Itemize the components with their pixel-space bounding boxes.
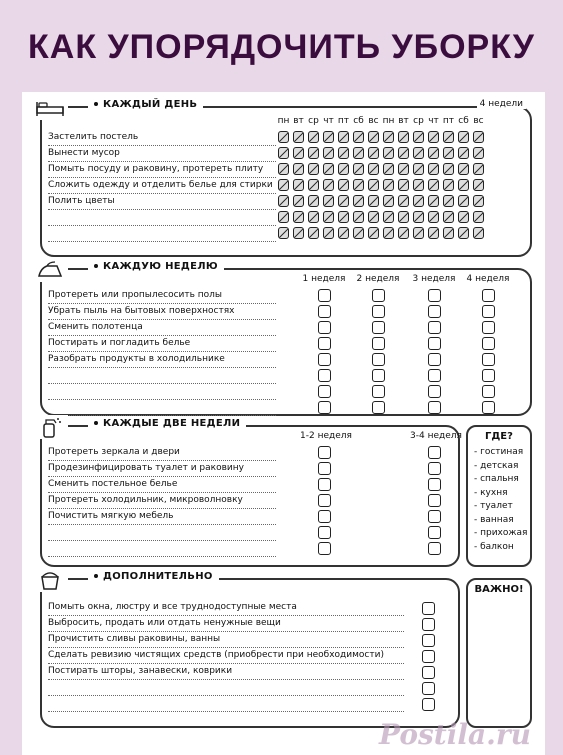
task-item: Помыть окна, люстру и все труднодоступные места (48, 600, 404, 616)
task-item: Убрать пыль на бытовых поверхностях (48, 304, 276, 320)
day-label: вт (293, 116, 304, 126)
daily-checkbox[interactable] (338, 195, 349, 207)
task-item: Вынести мусор (48, 146, 276, 162)
day-label: сб (353, 116, 364, 126)
task-item: Выбросить, продать или отдать ненужные вещи (48, 616, 404, 632)
daily-checkbox[interactable] (428, 131, 439, 143)
daily-checkbox[interactable] (338, 147, 349, 159)
weekly-checkbox[interactable] (372, 289, 385, 302)
daily-checkbox[interactable] (428, 163, 439, 175)
task-item: Полить цветы (48, 194, 276, 210)
where-item: - туалет (474, 501, 513, 511)
task-item (48, 400, 276, 416)
daily-checkbox[interactable] (338, 163, 349, 175)
biweekly-checkbox[interactable] (428, 526, 441, 539)
weeks-note: 4 недели (477, 99, 526, 109)
daily-checkbox[interactable] (458, 131, 469, 143)
daily-checkbox[interactable] (293, 131, 304, 143)
daily-checkbox[interactable] (368, 163, 379, 175)
where-item: - прихожая (474, 528, 528, 538)
weekly-checkbox[interactable] (318, 401, 331, 414)
daily-checkbox[interactable] (353, 179, 364, 191)
daily-checkbox[interactable] (293, 163, 304, 175)
daily-checkbox[interactable] (428, 179, 439, 191)
daily-checkbox[interactable] (323, 147, 334, 159)
weekly-task-list (48, 288, 276, 416)
daily-checkbox[interactable] (308, 163, 319, 175)
section-extra (40, 571, 460, 728)
day-label: сб (458, 116, 469, 126)
weekly-checkbox[interactable] (428, 369, 441, 382)
daily-checkbox[interactable] (428, 227, 439, 239)
task-item: Сменить полотенца (48, 320, 276, 336)
weekly-checkbox[interactable] (482, 401, 495, 414)
daily-checkbox[interactable] (308, 195, 319, 207)
where-title: ГДЕ? (485, 431, 513, 442)
weekly-checkbox[interactable] (318, 305, 331, 318)
biweekly-checkbox[interactable] (318, 462, 331, 475)
weekly-checkbox[interactable] (482, 305, 495, 318)
weekly-checkbox[interactable] (428, 401, 441, 414)
weekly-checkbox[interactable] (372, 353, 385, 366)
daily-checkbox[interactable] (308, 211, 319, 223)
extra-checkbox[interactable] (422, 650, 435, 663)
daily-checkbox[interactable] (443, 163, 454, 175)
daily-checkbox[interactable] (383, 163, 394, 175)
daily-checkbox[interactable] (383, 147, 394, 159)
daily-checkbox[interactable] (278, 131, 289, 143)
daily-checkbox[interactable] (368, 211, 379, 223)
weekly-checkbox[interactable] (482, 321, 495, 334)
weekly-checkbox[interactable] (428, 385, 441, 398)
task-item: Сложить одежду и отделить белье для стирки (48, 178, 276, 194)
weekly-checkbox[interactable] (318, 353, 331, 366)
biweek-column-header: 1-2 неделя (300, 431, 352, 441)
weekly-checkbox[interactable] (372, 401, 385, 414)
daily-checkbox[interactable] (458, 211, 469, 223)
daily-checkbox[interactable] (413, 131, 424, 143)
task-item: Застелить постель (48, 130, 276, 146)
task-item (48, 696, 404, 712)
where-item: - спальня (474, 474, 519, 484)
weekly-checkbox[interactable] (428, 289, 441, 302)
daily-checkbox[interactable] (323, 179, 334, 191)
task-item (48, 680, 404, 696)
weekly-checkbox[interactable] (428, 305, 441, 318)
daily-checkbox[interactable] (353, 211, 364, 223)
biweekly-checkbox[interactable] (428, 494, 441, 507)
iron-icon (32, 258, 68, 282)
section-daily-title: КАЖДЫЙ ДЕНЬ (88, 99, 203, 110)
task-item: Протереть зеркала и двери (48, 445, 276, 461)
daily-checkbox[interactable] (473, 227, 484, 239)
daily-checkbox[interactable] (443, 179, 454, 191)
daily-checkbox[interactable] (383, 131, 394, 143)
daily-checkbox[interactable] (323, 131, 334, 143)
daily-checkbox[interactable] (278, 163, 289, 175)
daily-checkbox[interactable] (458, 147, 469, 159)
weekly-checkbox[interactable] (482, 337, 495, 350)
daily-checkbox[interactable] (398, 163, 409, 175)
section-weekly (40, 261, 532, 416)
daily-checkbox[interactable] (398, 131, 409, 143)
task-item (48, 525, 276, 541)
daily-checkbox[interactable] (398, 147, 409, 159)
day-label: вс (473, 116, 484, 126)
task-item: Сделать ревизию чистящих средств (приобрести при необходимости) (48, 648, 404, 664)
daily-checkbox[interactable] (458, 163, 469, 175)
task-item: Сменить постельное белье (48, 477, 276, 493)
daily-checkbox[interactable] (368, 195, 379, 207)
weekly-checkbox[interactable] (372, 321, 385, 334)
daily-checkbox[interactable] (443, 147, 454, 159)
daily-checkbox[interactable] (413, 147, 424, 159)
daily-checkbox[interactable] (278, 179, 289, 191)
daily-checkbox[interactable] (428, 195, 439, 207)
extra-checkbox[interactable] (422, 634, 435, 647)
daily-checkbox[interactable] (428, 147, 439, 159)
task-item (48, 384, 276, 400)
biweekly-checkbox[interactable] (428, 478, 441, 491)
daily-checkbox[interactable] (338, 179, 349, 191)
day-label: пт (337, 116, 350, 126)
section-extra-title: ДОПОЛНИТЕЛЬНО (88, 571, 219, 582)
day-label: чт (428, 116, 439, 126)
daily-checkbox[interactable] (473, 131, 484, 143)
daily-checkbox[interactable] (308, 147, 319, 159)
weekly-checkbox[interactable] (318, 385, 331, 398)
task-item: Почистить мягкую мебель (48, 509, 276, 525)
daily-checkbox[interactable] (368, 227, 379, 239)
daily-checkbox[interactable] (383, 195, 394, 207)
daily-checkbox[interactable] (443, 227, 454, 239)
daily-checkbox[interactable] (368, 179, 379, 191)
daily-checkbox[interactable] (293, 195, 304, 207)
extra-checkbox[interactable] (422, 666, 435, 679)
weekly-checkbox[interactable] (318, 289, 331, 302)
weekly-checkbox[interactable] (482, 289, 495, 302)
where-item: - кухня (474, 487, 508, 498)
daily-checkbox[interactable] (473, 179, 484, 191)
daily-checkbox[interactable] (353, 163, 364, 175)
daily-checkbox[interactable] (413, 179, 424, 191)
day-label: чт (323, 116, 334, 126)
weekly-checkbox[interactable] (428, 321, 441, 334)
biweekly-checkbox[interactable] (318, 542, 331, 555)
biweekly-checkbox[interactable] (428, 510, 441, 523)
daily-checkbox[interactable] (413, 211, 424, 223)
day-label: пн (382, 116, 395, 126)
watermark: Postila.ru (379, 718, 531, 751)
weekly-checkbox[interactable] (318, 369, 331, 382)
day-label: вс (368, 116, 379, 126)
week-column-header: 4 неделя (466, 274, 510, 284)
daily-checkbox[interactable] (338, 211, 349, 223)
daily-checkbox[interactable] (473, 195, 484, 207)
daily-task-list (48, 130, 276, 242)
weekly-checkbox[interactable] (372, 385, 385, 398)
task-item (48, 210, 276, 226)
weekly-checkbox[interactable] (372, 305, 385, 318)
daily-checkbox[interactable] (293, 211, 304, 223)
extra-checkbox[interactable] (422, 698, 435, 711)
daily-checkbox[interactable] (383, 179, 394, 191)
biweekly-checkbox[interactable] (428, 446, 441, 459)
spray-icon (32, 415, 68, 439)
weekly-checkbox[interactable] (482, 353, 495, 366)
extra-checkbox[interactable] (422, 602, 435, 615)
biweekly-checkbox[interactable] (318, 510, 331, 523)
biweek-column-header: 3-4 неделя (410, 431, 462, 441)
task-item: Помыть посуду и раковину, протереть плиту (48, 162, 276, 178)
biweekly-task-list (48, 445, 276, 557)
daily-checkbox[interactable] (428, 211, 439, 223)
biweekly-checkbox[interactable] (318, 478, 331, 491)
where-box (466, 425, 532, 567)
where-item: - ванная (474, 514, 514, 525)
task-item (48, 541, 276, 557)
bucket-icon (32, 568, 68, 592)
daily-checkbox[interactable] (473, 163, 484, 175)
extra-task-list (48, 600, 404, 712)
weekly-checkbox[interactable] (318, 337, 331, 350)
task-item: Постирать шторы, занавески, коврики (48, 664, 404, 680)
daily-checkbox[interactable] (383, 227, 394, 239)
task-item (48, 226, 276, 242)
daily-checkbox[interactable] (413, 195, 424, 207)
daily-checkbox[interactable] (293, 179, 304, 191)
biweekly-checkbox[interactable] (318, 494, 331, 507)
daily-checkbox[interactable] (323, 211, 334, 223)
daily-checkbox[interactable] (458, 179, 469, 191)
day-label: пн (277, 116, 290, 126)
important-box (466, 578, 532, 728)
task-item: Протереть или пропылесосить полы (48, 288, 276, 304)
page-title: КАК УПОРЯДОЧИТЬ УБОРКУ (28, 28, 535, 66)
where-item: - детская (474, 460, 519, 471)
daily-checkbox[interactable] (368, 131, 379, 143)
section-weekly-title: КАЖДУЮ НЕДЕЛЮ (88, 261, 224, 272)
bed-icon (32, 96, 68, 120)
daily-checkbox[interactable] (323, 227, 334, 239)
where-item: - гостиная (474, 447, 524, 457)
extra-checkbox-column (422, 602, 435, 711)
where-list (468, 442, 530, 554)
daily-checkbox[interactable] (278, 211, 289, 223)
days-header (276, 116, 486, 126)
week-column-header: 1 неделя (302, 274, 346, 284)
daily-checkbox[interactable] (323, 163, 334, 175)
extra-checkbox[interactable] (422, 682, 435, 695)
daily-checkbox-grid (278, 131, 484, 239)
extra-checkbox[interactable] (422, 618, 435, 631)
daily-checkbox[interactable] (443, 211, 454, 223)
task-item: Протереть холодильник, микроволновку (48, 493, 276, 509)
biweekly-checkbox[interactable] (318, 526, 331, 539)
section-biweekly (40, 418, 462, 567)
task-item: Прочистить сливы раковины, ванны (48, 632, 404, 648)
daily-checkbox[interactable] (383, 211, 394, 223)
where-item: - балкон (474, 541, 514, 552)
weekly-checkbox[interactable] (428, 353, 441, 366)
section-daily (40, 99, 532, 257)
day-label: вт (398, 116, 409, 126)
weekly-checkbox[interactable] (482, 369, 495, 382)
weekly-checkbox[interactable] (372, 369, 385, 382)
daily-checkbox[interactable] (338, 131, 349, 143)
daily-checkbox[interactable] (413, 163, 424, 175)
day-label: ср (413, 116, 424, 126)
week-column-header: 2 неделя (356, 274, 400, 284)
daily-checkbox[interactable] (353, 195, 364, 207)
weekly-checkbox[interactable] (428, 337, 441, 350)
daily-checkbox[interactable] (473, 147, 484, 159)
daily-checkbox[interactable] (368, 147, 379, 159)
daily-checkbox[interactable] (308, 131, 319, 143)
daily-checkbox[interactable] (398, 227, 409, 239)
daily-checkbox[interactable] (458, 227, 469, 239)
biweekly-checkbox[interactable] (318, 446, 331, 459)
weekly-checkbox[interactable] (482, 385, 495, 398)
task-item (48, 368, 276, 384)
week-column-header: 3 неделя (412, 274, 456, 284)
daily-checkbox[interactable] (413, 227, 424, 239)
daily-checkbox[interactable] (278, 227, 289, 239)
daily-checkbox[interactable] (278, 195, 289, 207)
important-title: ВАЖНО! (474, 584, 524, 595)
daily-checkbox[interactable] (308, 179, 319, 191)
daily-checkbox[interactable] (458, 195, 469, 207)
daily-checkbox[interactable] (353, 147, 364, 159)
cleaning-sheet (22, 92, 545, 755)
task-item: Разобрать продукты в холодильнике (48, 352, 276, 368)
day-label: ср (308, 116, 319, 126)
day-label: пт (442, 116, 455, 126)
task-item: Постирать и погладить белье (48, 336, 276, 352)
daily-checkbox[interactable] (398, 179, 409, 191)
biweekly-checkbox[interactable] (428, 462, 441, 475)
daily-checkbox[interactable] (293, 147, 304, 159)
daily-checkbox[interactable] (443, 131, 454, 143)
daily-checkbox[interactable] (473, 211, 484, 223)
daily-checkbox[interactable] (353, 227, 364, 239)
daily-checkbox[interactable] (323, 195, 334, 207)
daily-checkbox[interactable] (443, 195, 454, 207)
daily-checkbox[interactable] (278, 147, 289, 159)
task-item: Продезинфицировать туалет и раковину (48, 461, 276, 477)
daily-checkbox[interactable] (338, 227, 349, 239)
section-biweekly-title: КАЖДЫЕ ДВЕ НЕДЕЛИ (88, 418, 246, 429)
biweekly-checkbox[interactable] (428, 542, 441, 555)
weekly-checkbox[interactable] (318, 321, 331, 334)
daily-checkbox[interactable] (398, 211, 409, 223)
daily-checkbox[interactable] (308, 227, 319, 239)
daily-checkbox[interactable] (293, 227, 304, 239)
daily-checkbox[interactable] (353, 131, 364, 143)
weekly-checkbox[interactable] (372, 337, 385, 350)
daily-checkbox[interactable] (398, 195, 409, 207)
